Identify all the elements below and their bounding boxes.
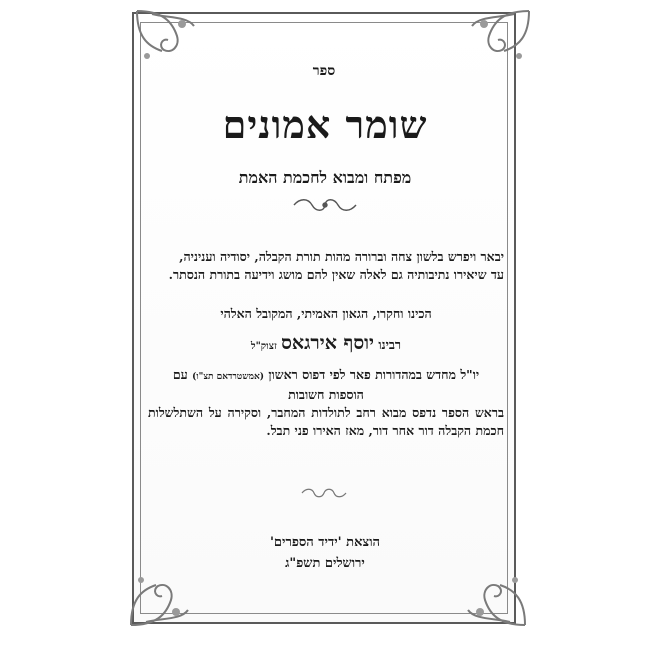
edition-small-note: (אמשטרדאם תצ"ו) — [192, 372, 264, 382]
corner-flourish-icon — [126, 560, 196, 630]
description-line: עד שיאירו נתיבותיה גם לאלה שאין להם מושג וידיעה בתורת הנסתר. — [168, 267, 504, 282]
corner-flourish-icon — [460, 560, 530, 630]
description-line: יבאר ויפרש בלשון צחה וברורה מהות תורת הקבלה, יסודיה ועניניה, — [179, 249, 504, 264]
author-prefix: רבינו — [378, 337, 402, 352]
publisher: הוצאת 'ידיד הספרים' — [269, 535, 381, 550]
description-paragraph — [148, 248, 504, 284]
sefer-label: ספר — [312, 63, 336, 79]
book-subtitle: מפתח ומבוא לחכמת האמת — [238, 168, 412, 187]
edition-line2: הוספות חשובות — [288, 387, 364, 402]
corner-flourish-icon — [132, 6, 202, 76]
author-name: יוסף אירגאס — [281, 332, 374, 354]
edition-note — [148, 366, 504, 404]
place-year: ירושלים תשפ"ג — [285, 556, 365, 571]
small-ornament-icon — [296, 485, 352, 501]
corner-flourish-icon — [464, 6, 534, 76]
author-line — [148, 332, 504, 355]
author-intro: הכינו וחקרו, הגאון האמיתי, המקובל האלהי — [220, 306, 432, 321]
author-suffix: זצוק"ל — [250, 341, 277, 352]
edition-text: יו"ל מחדש במהדורות פאר לפי דפוס ראשון — [268, 367, 480, 382]
divider-ornament-icon — [290, 196, 360, 214]
edition-text-after: עם — [172, 367, 188, 382]
intro-paragraph: בראש הספר נדפס מבוא רחב לתולדות המחבר, וסקירה על השתלשלות חכמת הקבלה דור אחר דור, מאז האירו פני תבל. — [148, 405, 504, 438]
book-title: שומר אמונים — [222, 102, 428, 147]
